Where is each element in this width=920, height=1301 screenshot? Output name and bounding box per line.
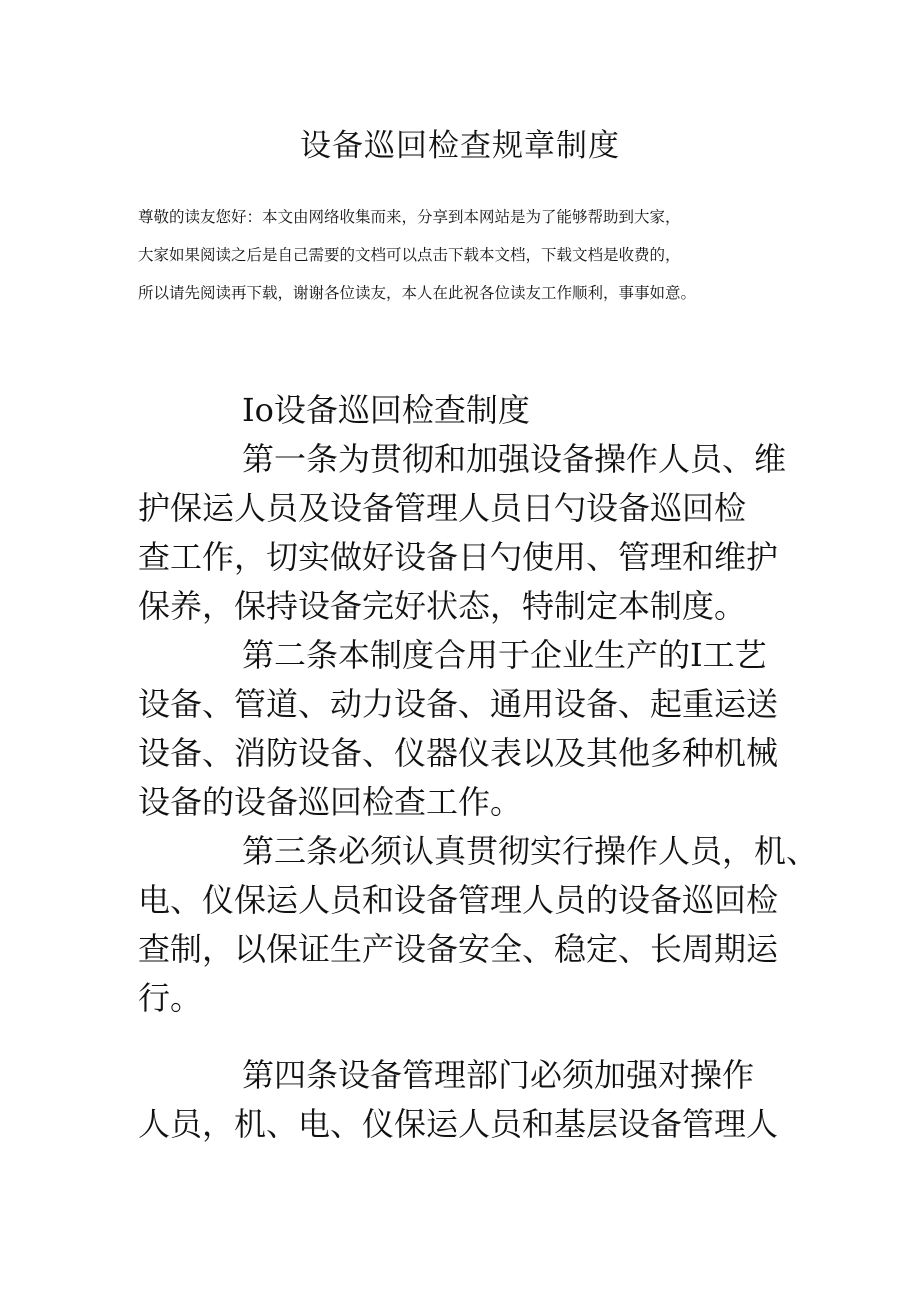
section-heading: Io设备巡回检查制度	[242, 391, 530, 429]
paragraph-gap	[138, 1023, 798, 1051]
article-4-line: 人员，机、电、仪保运人员和基层设备管理人	[138, 1105, 779, 1143]
article-1-line: 第一条为贯彻和加强设备操作人员、维	[242, 440, 787, 478]
notice-line: 尊敬的读友您好：本文由网络收集而来，分享到本网站是为了能够帮助到大家，	[138, 208, 681, 226]
article-1-line: 护保运人员及设备管理人员日勺设备巡回检	[138, 489, 747, 527]
article-2-line: 第二条本制度合用于企业生产的I工艺	[242, 636, 767, 674]
article-2-line: 设备、管道、动力设备、通用设备、起重运送	[138, 685, 779, 723]
article-3-line: 行。	[138, 979, 203, 1017]
notice-line: 所以请先阅读再下载，谢谢各位读友，本人在此祝各位读友工作顺利，事事如意。	[138, 284, 697, 302]
document-title: 设备巡回检查规章制度	[300, 128, 620, 164]
reader-notice	[138, 198, 798, 312]
article-4-line: 第四条设备管理部门必须加强对操作	[242, 1056, 755, 1094]
article-2-line: 设备的设备巡回检查工作。	[138, 783, 523, 821]
notice-line: 大家如果阅读之后是自己需要的文档可以点击下载本文档，下载文档是收费的，	[138, 246, 681, 264]
document-body	[138, 386, 819, 1149]
article-1-line: 保养，保持设备完好状态，特制定本制度。	[138, 587, 747, 625]
article-3-line: 查制，以保证生产设备安全、稳定、长周期运	[138, 930, 779, 968]
article-1-line: 查工作，切实做好设备日勺使用、管理和维护	[138, 538, 779, 576]
article-3-line: 第三条必须认真贯彻实行操作人员，机、	[242, 832, 819, 870]
article-3-line: 电、仪保运人员和设备管理人员的设备巡回检	[138, 881, 779, 919]
article-2-line: 设备、消防设备、仪器仪表以及其他多种机械	[138, 734, 779, 772]
